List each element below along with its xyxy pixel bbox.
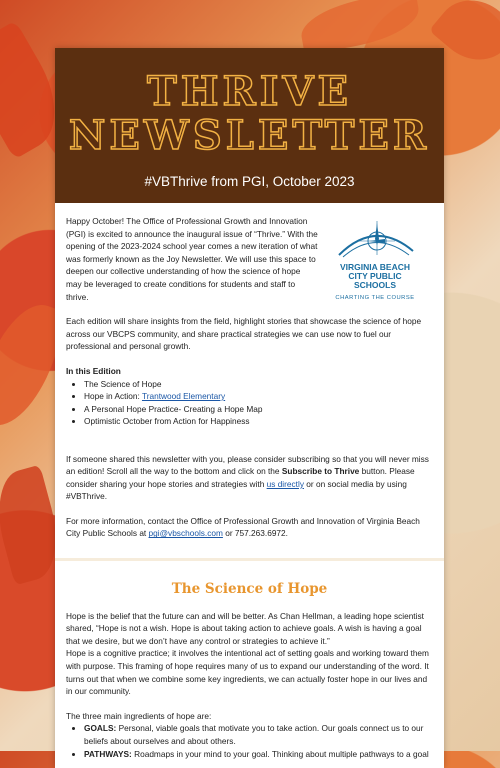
- newsletter-subtitle: #VBThrive from PGI, October 2023: [144, 174, 355, 189]
- intro-paragraph: Happy October! The Office of Professional Growth and Innovation (PGI) is excited to announce the inaugural issue of “Thrive.” With the opening of the 2023-2024 school year comes a new iteration of what was formerly known as the Joy Newsletter. We will use this space to deepen our collective understanding of how the science of hope may be leveraged to create conditions for students and staff to thrive.: [66, 216, 318, 302]
- contact-us-link[interactable]: us directly: [266, 478, 304, 489]
- vbcps-logo: [329, 215, 421, 304]
- autumn-leaf-decoration: [297, 0, 423, 55]
- compass-icon: [329, 215, 421, 259]
- logo-tagline: CHARTING THE COURSE: [335, 294, 415, 301]
- intro-section: [66, 215, 433, 303]
- list-item: • PATHWAYS: Roadmaps in your mind to your goal. Thinking about multiple pathways to a goal: [84, 748, 433, 761]
- edition-label: In this Edition: [66, 365, 121, 376]
- newsletter-card: [55, 48, 444, 768]
- trantwood-elementary-link[interactable]: Trantwood Elementary: [141, 391, 226, 402]
- list-item: • Hope in Action: Trantwood Elementary: [84, 390, 433, 403]
- list-item: • The Science of Hope: [84, 378, 433, 391]
- science-paragraph-2: Hope is a cognitive practice; it involves the intentional act of setting goals and working toward them with purpose. This framing of hope requires many of us to expand our understanding of the word. It turns out that when we combine some key ingredients, we can actually foster hope in our lives and in our community.: [66, 648, 429, 697]
- logo-name-line-1: VIRGINIA BEACH: [339, 261, 411, 272]
- science-section-title: The Science of Hope: [171, 581, 328, 598]
- list-item: • GOALS: Personal, viable goals that motivate you to take action. Our goals connect us to our beliefs about ourselves and about others.: [84, 722, 433, 747]
- edition-list: [66, 378, 433, 428]
- subscribe-emphasis: Subscribe to Thrive: [281, 466, 360, 477]
- title-line-1: THRIVE: [146, 68, 353, 115]
- title-line-2: NEWSLETTER: [68, 112, 431, 159]
- science-paragraph-3: The three main ingredients of hope are:: [66, 710, 212, 721]
- email-link[interactable]: pgi@vbschools.com: [148, 528, 223, 539]
- science-paragraph-1: Hope is the belief that the future can and will be better. As Chan Hellman, a leading hope scientist shared, “Hope is not a wish. Hope is about taking action to achieve goals. A wish is having a goal that we desire, but we don’t have any control or strategies to achieve it.”: [66, 610, 424, 646]
- newsletter-title: [55, 48, 444, 158]
- newsletter-header: [55, 48, 444, 203]
- edition-description: Each edition will share insights from the field, highlight stories that showcase the science of hope across our VBCPS community, and share practical strategies we can use now to fuel our professional and personal growth.: [66, 316, 422, 352]
- section-divider: [55, 558, 444, 561]
- subscribe-paragraph: If someone shared this newsletter with you, please consider subscribing so that you will never miss an edition! Scroll all the way to the bottom and click on the Subscribe to Thrive button. Please consider sharing your hope stories and strategies with us directly or on social media by using #VBThrive.: [66, 453, 429, 502]
- logo-name-line-2: CITY PUBLIC SCHOOLS: [348, 270, 402, 290]
- list-item: • Optimistic October from Action for Happiness: [84, 415, 433, 428]
- newsletter-body: [55, 203, 444, 760]
- ingredients-list: [66, 722, 433, 760]
- contact-paragraph: For more information, contact the Office of Professional Growth and Innovation of Virginia Beach City Public Schools at pgi@vbschools.com or 757.263.6972.: [66, 515, 420, 539]
- list-item: • A Personal Hope Practice- Creating a Hope Map: [84, 403, 433, 416]
